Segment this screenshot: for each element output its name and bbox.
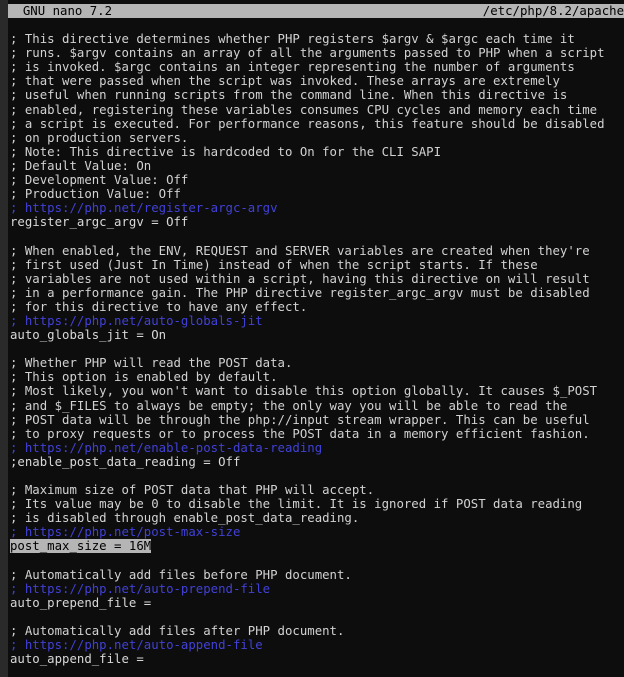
editor-line: register_argc_argv = Off: [10, 215, 189, 230]
editor-line: ; useful when running scripts from the command line. When this directive is: [10, 88, 568, 103]
editor-line: ; https://php.net/enable-post-data-reading: [10, 440, 323, 455]
editor-line: ; enabled, registering these variables consumes CPU cycles and memory each time: [10, 102, 598, 117]
editor-line: ; Note: This directive is hardcoded to On for the CLI SAPI: [10, 144, 442, 159]
nano-screen[interactable]: [8, 0, 624, 677]
editor-line: ; Automatically add files after PHP document.: [10, 624, 345, 639]
editor-line: [10, 18, 624, 32]
editor-line: ; for this directive to have any effect.: [10, 299, 308, 314]
editor-line: ; a script is executed. For performance reasons, this feature should be disabled: [10, 116, 605, 131]
editor-line: ; https://php.net/auto-globals-jit: [10, 313, 263, 328]
editor-line: ; Development Value: Off: [10, 173, 189, 188]
nano-version-label: GNU nano 7.2: [8, 4, 113, 18]
terminal-left-border: [0, 0, 8, 677]
editor-line: [10, 610, 624, 624]
editor-line: [10, 342, 624, 356]
editor-line: ; https://php.net/post-max-size: [10, 525, 241, 540]
editor-line: ; POST data will be through the php://input stream wrapper. This can be useful: [10, 412, 590, 427]
editor-line: ; Default Value: On: [10, 158, 152, 173]
editor-line: ; https://php.net/auto-prepend-file: [10, 581, 271, 596]
editor-line: ; This option is enabled by default.: [10, 370, 278, 385]
selected-text: post_max_size = 16M: [10, 539, 152, 554]
editor-line: ; Production Value: Off: [10, 187, 181, 202]
editor-line: ; Automatically add files before PHP document.: [10, 567, 352, 582]
editor-line: ; first used (Just In Time) instead of when the script starts. If these: [10, 257, 538, 272]
editor-line: ; in a performance gain. The PHP directive register_argc_argv must be disabled: [10, 285, 590, 300]
editor-line: auto_prepend_file =: [10, 595, 152, 610]
editor-line: ;enable_post_data_reading = Off: [10, 454, 241, 469]
editor-line: ; and $_FILES to always be empty; the only way you will be able to read the: [10, 398, 568, 413]
editor-line: ; Maximum size of POST data that PHP will accept.: [10, 483, 375, 498]
editor-line: ; runs. $argv contains an array of all the arguments passed to PHP when a script: [10, 46, 605, 61]
editor-line: ; to proxy requests or to process the POST data in a memory efficient fashion.: [10, 426, 590, 441]
editor-line: [10, 554, 624, 568]
editor-line: ; Its value may be 0 to disable the limit. It is ignored if POST data reading: [10, 497, 583, 512]
editor-line-highlighted: [10, 539, 624, 553]
editor-line: ; that were passed when the script was invoked. These arrays are extremely: [10, 74, 560, 89]
file-path-label: /etc/php/8.2/apache: [482, 4, 624, 18]
editor-line: ; is invoked. $argc contains an integer representing the number of arguments: [10, 60, 575, 75]
editor-lines: [8, 18, 624, 666]
editor-line: ; https://php.net/auto-append-file: [10, 638, 263, 653]
editor-line: ; on production servers.: [10, 130, 189, 145]
editor-line: ; When enabled, the ENV, REQUEST and SERVER variables are created when they're: [10, 243, 590, 258]
editor-line: ; Most likely, you won't want to disable this option globally. It causes $_POST: [10, 384, 598, 399]
editor-line: ; Whether PHP will read the POST data.: [10, 356, 293, 371]
editor-line: ; variables are not used within a script, having this directive on will result: [10, 271, 590, 286]
editor-line: [10, 229, 624, 243]
editor-line: auto_globals_jit = On: [10, 328, 167, 343]
editor-line: [10, 469, 624, 483]
editor-line: ; is disabled through enable_post_data_reading.: [10, 511, 360, 526]
editor-line: auto_append_file =: [10, 652, 144, 667]
nano-titlebar: [8, 4, 624, 18]
editor-line: ; This directive determines whether PHP registers $argv & $argc each time it: [10, 32, 575, 47]
editor-line: ; https://php.net/register-argc-argv: [10, 201, 278, 216]
